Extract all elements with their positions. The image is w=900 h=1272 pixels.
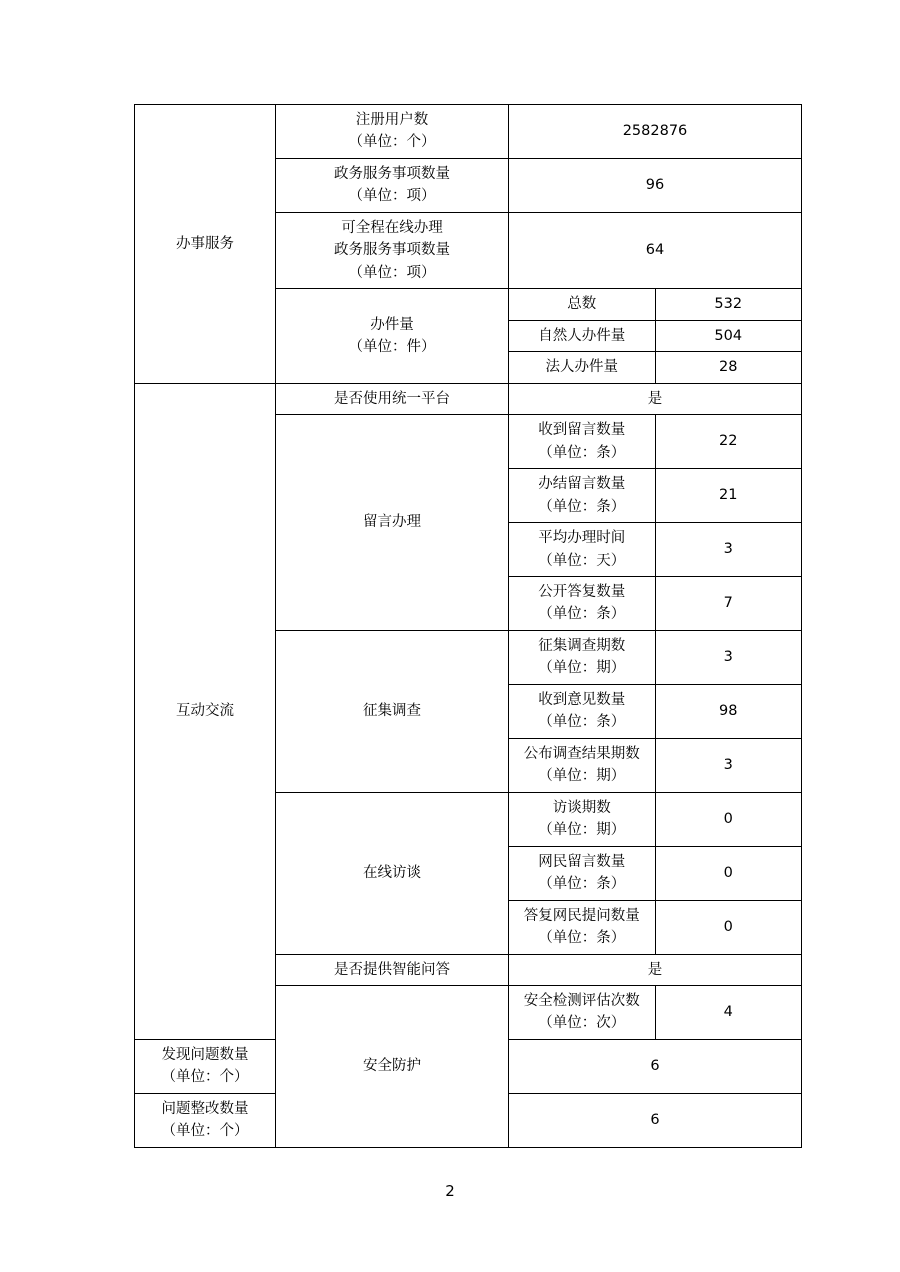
item-cell-processed-volume: [276, 289, 509, 383]
sub-label-line2: （单位：期）: [538, 768, 626, 785]
item-label-line1: 发现问题数量: [161, 1046, 249, 1063]
item-label-line1b: 政务服务事项数量: [334, 242, 450, 259]
sub-label-public-replies: [509, 576, 656, 630]
sub-label-messages-received: [509, 415, 656, 469]
sub-label-line1: 网民留言数量: [538, 853, 626, 870]
value-cell-messages-received: 22: [655, 415, 802, 469]
item-label-line2: （单位：个）: [348, 134, 436, 151]
sub-label-opinions-received: [509, 684, 656, 738]
value-cell-public-replies: 7: [655, 576, 802, 630]
item-cell-security-assessments: [509, 986, 656, 1040]
page-number: 2: [445, 1182, 455, 1200]
table-row: [135, 383, 802, 414]
item-label-line2: （单位：个）: [161, 1069, 249, 1086]
sub-label-netizen-replies: [509, 900, 656, 954]
sub-label-line2: （单位：条）: [538, 714, 626, 731]
value-cell-average-handling-time: 3: [655, 523, 802, 577]
item-cell-unified-platform: 是否使用统一平台: [276, 383, 509, 414]
sub-label-line1: 收到意见数量: [538, 691, 626, 708]
sub-label-survey-count: [509, 630, 656, 684]
item-label-line1: 政务服务事项数量: [334, 165, 450, 182]
item-cell-registered-users: [276, 105, 509, 159]
item-label-line1: 注册用户数: [355, 112, 429, 128]
value-cell-full-online-service-items: 64: [509, 212, 802, 288]
sub-label-legal-person: 法人办件量: [509, 352, 656, 383]
value-cell-survey-count: 3: [655, 630, 802, 684]
item-label-line1: 问题整改数量: [161, 1100, 249, 1117]
value-cell-natural-person: 504: [655, 320, 802, 351]
sub-label-interview-count: [509, 792, 656, 846]
value-cell-issues-found: 6: [509, 1039, 802, 1093]
sub-label-line2: （单位：条）: [538, 498, 626, 515]
item-label-line1: 办件量: [370, 316, 414, 333]
sub-label-line1: 答复网民提问数量: [523, 907, 640, 924]
sub-label-line1: 访谈期数: [552, 799, 611, 816]
value-cell-opinions-received: 98: [655, 684, 802, 738]
value-cell-total: 532: [655, 289, 802, 320]
item-label-line2: （单位：项）: [348, 264, 436, 281]
item-cell-message-handling: 留言办理: [276, 415, 509, 631]
sub-label-line2: （单位：条）: [538, 876, 626, 893]
sub-label-line1: 征集调查期数: [538, 637, 626, 654]
category-cell-banshifuwu: 办事服务: [135, 105, 276, 384]
sub-label-published-results: [509, 738, 656, 792]
item-cell-issues-rectified: [135, 1093, 276, 1147]
sub-label-line2: （单位：条）: [538, 930, 626, 947]
sub-label-total: 总数: [509, 289, 656, 320]
sub-label-average-handling-time: [509, 523, 656, 577]
value-cell-netizen-messages: 0: [655, 846, 802, 900]
value-cell-legal-person: 28: [655, 352, 802, 383]
sub-label-line1: 办结留言数量: [538, 476, 626, 493]
category-cell-hudongjiaoliu: 互动交流: [135, 383, 276, 1039]
sub-label-line1: 平均办理时间: [538, 530, 626, 547]
item-label-line2: （单位：个）: [161, 1123, 249, 1140]
value-cell-unified-platform: 是: [509, 383, 802, 414]
sub-label-line2: （单位：天）: [538, 552, 626, 569]
item-label-line2: （单位：件）: [348, 338, 436, 355]
value-cell-published-results: 3: [655, 738, 802, 792]
item-cell-service-items-count: [276, 158, 509, 212]
value-cell-smart-qa: 是: [509, 954, 802, 985]
value-cell-messages-completed: 21: [655, 469, 802, 523]
government-website-statistics-table: [134, 104, 802, 1148]
sub-label-line2: （单位：条）: [538, 444, 626, 461]
sub-label-line1: 公开答复数量: [538, 583, 626, 600]
value-cell-interview-count: 0: [655, 792, 802, 846]
item-label-line2: （单位：次）: [538, 1015, 626, 1032]
sub-label-line2: （单位：期）: [538, 660, 626, 677]
value-cell-netizen-replies: 0: [655, 900, 802, 954]
sub-label-line1: 收到留言数量: [538, 422, 626, 439]
item-label-line2: （单位：项）: [348, 188, 436, 205]
value-cell-service-items-count: 96: [509, 158, 802, 212]
sub-label-netizen-messages: [509, 846, 656, 900]
item-cell-survey-collection: 征集调查: [276, 630, 509, 792]
value-cell-issues-rectified: 6: [509, 1093, 802, 1147]
sub-label-line2: （单位：条）: [538, 606, 626, 623]
item-label-line1: 安全检测评估次数: [523, 993, 640, 1009]
value-cell-registered-users: 2582876: [509, 105, 802, 159]
category-cell-anquanfanghu: 安全防护: [276, 986, 509, 1148]
table-row: [135, 105, 802, 159]
sub-label-natural-person: 自然人办件量: [509, 320, 656, 351]
item-cell-online-interview: 在线访谈: [276, 792, 509, 954]
sub-label-line2: （单位：期）: [538, 822, 626, 839]
item-label-line1: 可全程在线办理: [341, 219, 443, 236]
item-cell-issues-found: [135, 1039, 276, 1093]
report-table-container: [134, 104, 786, 1148]
sub-label-line1: 公布调查结果期数: [523, 745, 640, 762]
sub-label-messages-completed: [509, 469, 656, 523]
item-cell-full-online-service-items: [276, 212, 509, 288]
item-cell-smart-qa: 是否提供智能问答: [276, 954, 509, 985]
value-cell-security-assessments: 4: [655, 986, 802, 1040]
